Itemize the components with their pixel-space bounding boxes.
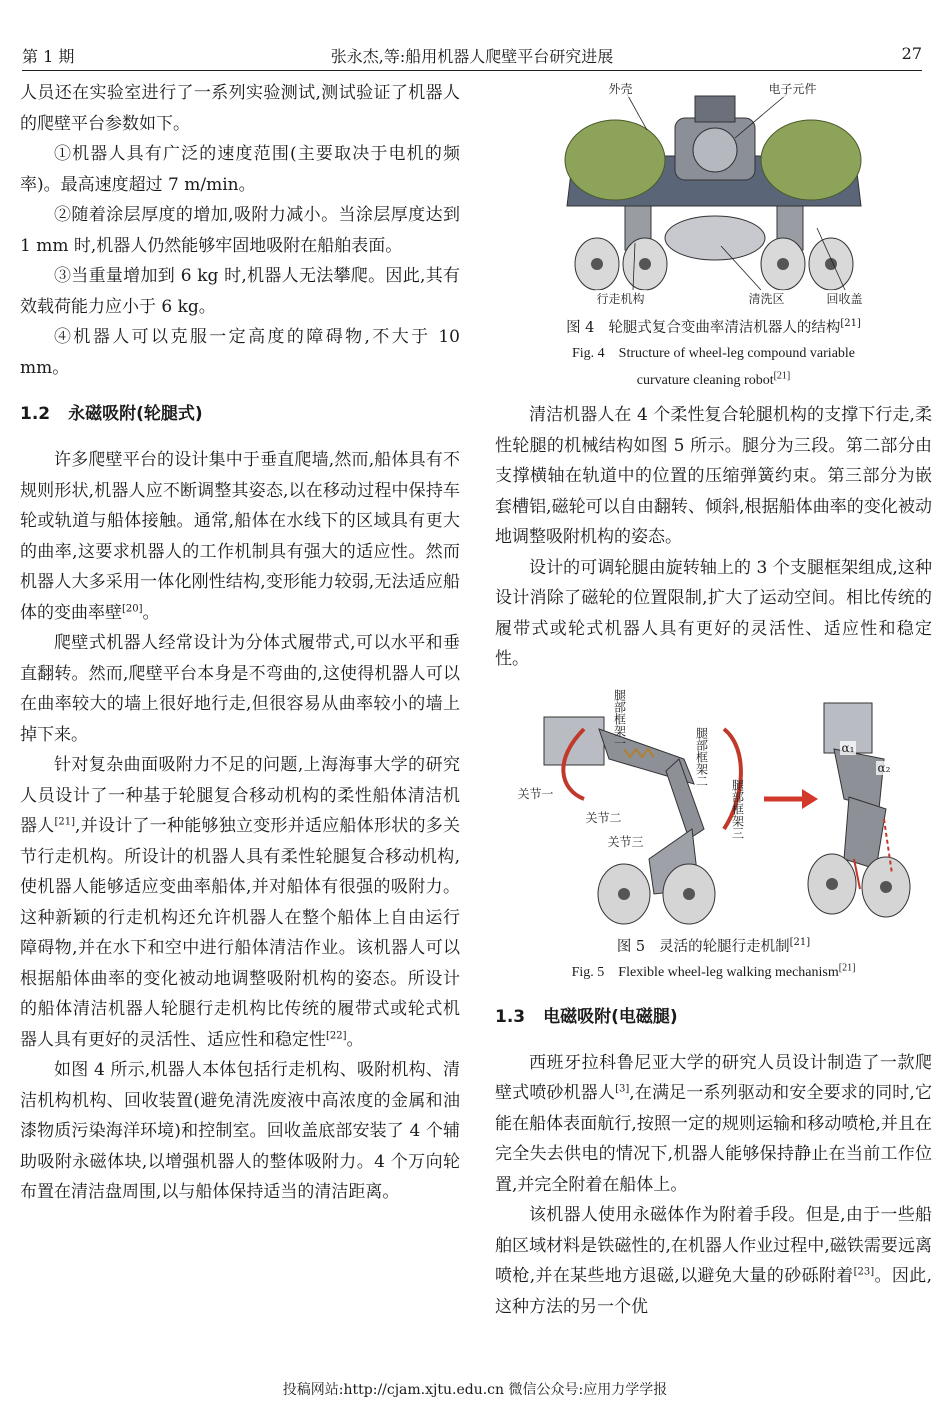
label-joint-3: 关节三 — [607, 834, 644, 849]
label-recovery-cover: 回收盖 — [826, 292, 863, 306]
caption-text: 灵活的轮腿行走机制 — [659, 938, 790, 955]
running-title: 张永杰,等:船用机器人爬壁平台研究进展 — [330, 47, 614, 66]
paragraph-text: 。 — [346, 1029, 364, 1050]
paragraph — [20, 750, 460, 1055]
figure-4-caption-en — [495, 340, 932, 394]
citation[interactable]: [21] — [838, 961, 856, 973]
figure-4 — [495, 78, 932, 394]
figure-5-caption-cn — [495, 935, 932, 959]
label-cleaning-zone: 清洗区 — [748, 292, 785, 306]
citation[interactable]: [21] — [773, 370, 791, 382]
robot-structure-illustration — [555, 78, 873, 310]
label-joint-2: 关节二 — [585, 810, 622, 825]
section-heading-1-2 — [20, 399, 460, 429]
section-number: 1.3 — [495, 1006, 526, 1027]
paragraph-text: 许多爬壁平台的设计集中于垂直爬墙,然而,船体具有不规则形状,机器人应不断调整其姿态,以在移动过程中保持车轮或轨道与船体接触。通常,船体在水线下的区域具有更大的曲率,这要求机器人的工作机制具有强大的适应性。然而机器人大多采用一体化刚性结构,变形能力较弱,无法适应船体的变曲率壁 — [20, 450, 460, 623]
citation[interactable]: [20] — [122, 602, 143, 614]
paragraph: 清洁机器人在 4 个柔性复合轮腿机构的支撑下行走,柔性轮腿的机械结构如图 5 所示。腿分为三段。第二部分由支撑横轴在轨道中的位置的压缩弹簧约束。第三部分为嵌套槽铝,磁轮可以自由翻转、倾斜,根据船体曲率的变化被动地调整吸附机构的姿态。 — [495, 405, 932, 547]
paragraph-text: 。 — [142, 602, 160, 623]
section-heading-1-3 — [495, 1002, 932, 1032]
paragraph-text: 。因此,这种方法的另一个优 — [495, 1266, 932, 1317]
figure-5-caption-en — [495, 959, 932, 986]
caption-text: curvature cleaning robot — [636, 373, 774, 388]
running-header — [22, 44, 922, 71]
label-shell: 外壳 — [608, 82, 633, 96]
section-title: 永磁吸附(轮腿式) — [68, 404, 203, 424]
paragraph: 如图 4 所示,机器人本体包括行走机构、吸附机构、清洁机构机构、回收装置(避免清洗废液中高浓度的金属和油漆物质污染海洋环境)和控制室。回收盖底部安装了 4 个辅助吸附永磁体块,以增强机器人的整体吸附力。4 个万向轮布置在清洁盘周围,以与船体保持适当的清洁距离。 — [20, 1060, 460, 1202]
citation[interactable]: [21] — [789, 936, 811, 948]
figure-5-image — [514, 689, 914, 929]
figure-4-image — [555, 78, 873, 310]
section-title: 电磁吸附(电磁腿) — [543, 1006, 678, 1027]
caption-text: Flexible wheel-leg walking mechanism — [618, 964, 839, 980]
paragraph — [495, 1200, 932, 1322]
label-leg-frame-1: 腿部框架一 — [612, 688, 627, 749]
caption-label: Fig. 5 — [571, 964, 605, 980]
paragraph-text: ,并设计了一种能够独立变形并适应船体形状的多关节行走机构。所设计的机器人具有柔性轮腿复合移动机构,使机器人能够适应变曲率船体,并对船体有很强的吸附力。这种新颖的行走机构还允许机器人在整个船体上自由运行障碍物,并在水下和空中进行船体清洁作业。该机器人可以根据船体曲率的变化被动地调整吸附机构的姿态。所设计的船体清洁机器人轮腿行走机构比传统的履带式或轮式机器人具有更好的灵活性、适应性和稳定性 — [20, 816, 461, 1050]
paragraph — [20, 445, 460, 628]
wheel-leg-mechanism-illustration — [514, 689, 914, 929]
section-number: 1.2 — [20, 404, 51, 424]
left-column — [20, 78, 460, 1208]
paragraph-text: 该机器人使用永磁体作为附着手段。但是,由于一些船舶区域材料是铁磁性的,在机器人作业过程中,磁铁需要远离喷枪,并在某些地方退磁,以避免大量的砂砾附着 — [495, 1205, 932, 1286]
citation[interactable]: [3] — [615, 1083, 630, 1095]
label-walking-mechanism: 行走机构 — [596, 292, 645, 306]
paragraph: ③当重量增加到 6 kg 时,机器人无法攀爬。因此,其有效载荷能力应小于 6 kg。 — [20, 266, 460, 317]
label-alpha-1: α₁ — [841, 740, 855, 755]
page-number: 27 — [901, 44, 922, 63]
paragraph: 爬壁式机器人经常设计为分体式履带式,可以水平和垂直翻转。然而,爬壁平台本身是不弯曲的,这使得机器人可以在曲率较大的墙上很好地行走,但很容易从曲率较小的墙上掉下来。 — [20, 633, 460, 745]
issue-number: 第 1 期 — [22, 47, 75, 66]
paragraph: ①机器人具有广泛的速度范围(主要取决于电机的频率)。最高速度超过 7 m/min。 — [20, 144, 460, 195]
figure-4-caption-cn — [495, 316, 932, 340]
paragraph-text: 西班牙拉科鲁尼亚大学的研究人员设计制造了一款爬壁式喷砂机器人 — [495, 1052, 932, 1103]
page-footer: 投稿网站:http://cjam.xjtu.edu.cn 微信公众号:应用力学学报 — [282, 1382, 668, 1398]
paragraph — [495, 1048, 932, 1201]
label-joint-1: 关节一 — [517, 786, 554, 801]
citation[interactable]: [21] — [840, 318, 861, 330]
label-alpha-2: α₂ — [877, 760, 891, 775]
figure-5 — [495, 689, 932, 986]
caption-label: 图 4 — [566, 320, 595, 336]
label-leg-frame-2: 腿部框架二 — [694, 726, 709, 787]
paragraph-text: ,在满足一系列驱动和安全要求的同时,它能在船体表面航行,按照一定的规则运输和移动喷枪,并且在完全失去供电的情况下,机器人能够保持静止在当前工作位置,并完全附着在船体上。 — [495, 1083, 932, 1195]
caption-label: 图 5 — [616, 938, 646, 955]
paragraph: 设计的可调轮腿由旋转轴上的 3 个支腿框架组成,这种设计消除了磁轮的位置限制,扩大了运动空间。相比传统的履带式或轮式机器人具有更好的灵活性、适应性和稳定性。 — [495, 557, 932, 669]
caption-text: Structure of wheel-leg compound variable — [618, 346, 856, 361]
paragraph: ②随着涂层厚度的增加,吸附力减小。当涂层厚度达到 1 mm 时,机器人仍然能够牢固地吸附在船舶表面。 — [20, 205, 460, 256]
citation[interactable]: [23] — [853, 1266, 875, 1278]
right-column — [495, 78, 932, 1322]
paragraph: 人员还在实验室进行了一系列实验测试,测试验证了机器人的爬壁平台参数如下。 — [20, 83, 460, 134]
label-electronics: 电子元件 — [768, 82, 817, 96]
label-leg-frame-3: 腿部框架三 — [730, 778, 745, 839]
citation[interactable]: [21] — [54, 816, 76, 828]
caption-text: 轮腿式复合变曲率清洁机器人的结构 — [608, 320, 841, 336]
citation[interactable]: [22] — [326, 1029, 347, 1041]
caption-label: Fig. 4 — [571, 346, 605, 361]
paragraph-text: 针对复杂曲面吸附力不足的问题,上海海事大学的研究人员设计了一种基于轮腿复合移动机构的柔性船体清洁机器人 — [20, 755, 460, 836]
paragraph: ④机器人可以克服一定高度的障碍物,不大于 10 mm。 — [20, 327, 460, 378]
